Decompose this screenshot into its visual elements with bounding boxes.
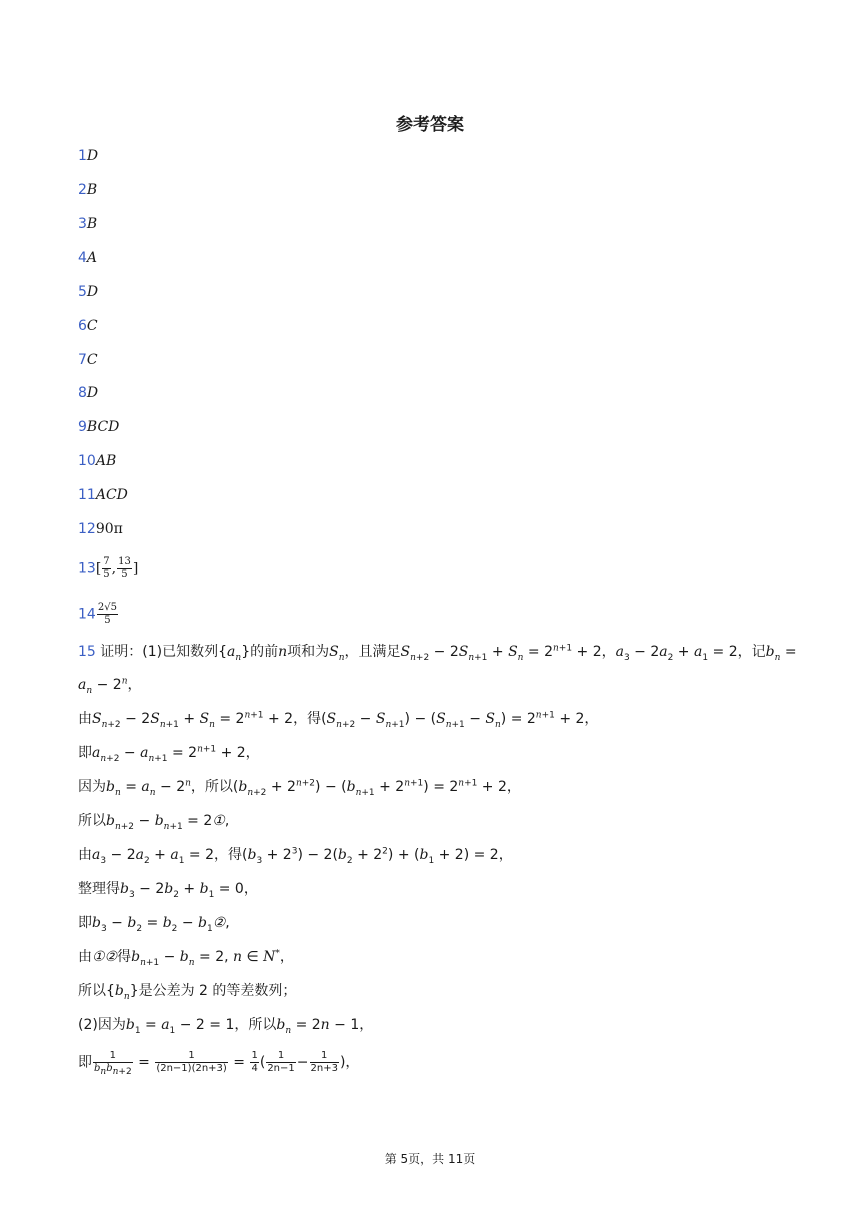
page-footer: 第 5页，共 11页 bbox=[384, 1152, 476, 1166]
answer-item bbox=[78, 485, 128, 505]
answer-item bbox=[78, 248, 97, 268]
denominator: $b_nb_{n+2}$ bbox=[94, 1063, 132, 1077]
denominator: 4 bbox=[251, 1063, 258, 1074]
denominator: 5 bbox=[117, 568, 132, 581]
comma: , bbox=[111, 560, 117, 577]
numerator: 2√5 bbox=[97, 602, 117, 613]
question-number: 1 bbox=[78, 148, 87, 164]
q15-line-4: 即$a_{n+2} - a_{n+1} = 2^{n+1} + 2$， bbox=[78, 744, 260, 764]
denominator: (2n−1)(2n+3) bbox=[156, 1063, 227, 1074]
q15-line-13 bbox=[78, 1050, 359, 1075]
page-title: 参考答案 bbox=[396, 115, 464, 135]
text: 即 bbox=[78, 1054, 92, 1071]
paren-open: ( bbox=[259, 1054, 266, 1071]
answer-item bbox=[78, 556, 138, 581]
answer-item bbox=[78, 519, 123, 539]
fraction bbox=[310, 1050, 339, 1075]
question-number: 11 bbox=[78, 487, 96, 503]
q15-line1-text: 证明：(1)已知数列$\{a_n\}$的前n项和为$S_n$，且满足$S_{n+2} - 2S_{n+1} + S_n = 2^{n+1} + 2$，$a_3 - 2a_2 + a_1 = 2$，记$b_n$ = bbox=[100, 643, 797, 663]
q15-line-3: 由$S_{n+2} - 2S_{n+1} + S_n = 2^{n+1} + 2$，得$(S_{n+2} - S_{n+1}) - (S_{n+1} - S_n) = 2^{n+1} + 2$， bbox=[78, 710, 599, 730]
answer-item bbox=[78, 451, 116, 471]
q15-line-6: 所以$b_{n+2} - b_{n+1}$ = 2①, bbox=[78, 813, 230, 832]
minus: − bbox=[296, 1054, 309, 1071]
answer-item bbox=[78, 602, 119, 627]
question-number: 13 bbox=[78, 560, 96, 577]
fraction bbox=[93, 1050, 133, 1075]
denominator: 2n−1 bbox=[267, 1063, 295, 1074]
denominator: 5 bbox=[97, 614, 118, 627]
fraction bbox=[97, 602, 118, 627]
q15-line-10: 由①②得$b_{n+1} - b_n = 2$, n ∈ N*， bbox=[78, 948, 294, 968]
interval-open: [ bbox=[95, 560, 102, 577]
q15-line-1 bbox=[78, 642, 797, 662]
question-number: 14 bbox=[78, 606, 96, 623]
answer-value: ACD bbox=[95, 487, 128, 503]
answer-item bbox=[78, 146, 98, 166]
question-number: 2 bbox=[78, 182, 87, 198]
numerator: 7 bbox=[103, 556, 110, 567]
q15-line-8: 整理得$b_3 - 2b_2 + b_1 = 0$， bbox=[78, 881, 258, 900]
answer-value: C bbox=[86, 352, 98, 368]
answer-item bbox=[78, 350, 98, 370]
fraction bbox=[155, 1050, 228, 1075]
answer-item bbox=[78, 316, 98, 336]
equals: = bbox=[233, 1054, 246, 1071]
answer-value: B bbox=[86, 216, 98, 232]
q15-line-5: 因为$b_n = a_n - 2^n$，所以$(b_{n+2} + 2^{n+2}) - (b_{n+1} + 2^{n+1}) = 2^{n+1} + 2$， bbox=[78, 778, 521, 798]
q15-line-9: 即$b_3 - b_2 = b_2$ − $b_1②$, bbox=[78, 915, 230, 934]
answer-item bbox=[78, 180, 97, 200]
answer-value: D bbox=[86, 148, 99, 164]
answer-item bbox=[78, 282, 98, 302]
paren-close: )， bbox=[339, 1054, 360, 1071]
q15-line-7: 由$a_3 - 2a_2 + a_1 = 2$，得$(b_3 + 2^3) - 2(b_2 + 2^2) + (b_1 + 2) = 2$， bbox=[78, 846, 513, 866]
answer-item bbox=[78, 383, 98, 403]
question-number: 9 bbox=[78, 419, 87, 435]
answer-item bbox=[78, 214, 97, 234]
answer-value: B bbox=[86, 182, 98, 198]
interval-close: ] bbox=[132, 560, 139, 577]
answer-item bbox=[78, 417, 119, 437]
numerator: 13 bbox=[118, 556, 131, 567]
denominator: 2n+3 bbox=[310, 1063, 338, 1074]
q15-line-12: (2)因为$b_1 = a_1 - 2 = 1$，所以$b_n = 2n - 1$， bbox=[78, 1017, 374, 1036]
question-number: 4 bbox=[78, 250, 87, 266]
fraction bbox=[250, 1050, 258, 1075]
numerator: 1 bbox=[251, 1050, 258, 1061]
question-number: 15 bbox=[78, 644, 96, 660]
equals: = bbox=[138, 1054, 150, 1071]
answer-value: A bbox=[86, 250, 98, 266]
answer-value: 90π bbox=[95, 521, 123, 537]
answer-value: AB bbox=[95, 453, 117, 469]
fraction bbox=[266, 1050, 295, 1075]
numerator: 1 bbox=[321, 1050, 328, 1061]
fraction bbox=[102, 556, 110, 581]
answer-value: D bbox=[86, 385, 99, 401]
question-number: 5 bbox=[78, 284, 87, 300]
denominator: 5 bbox=[103, 569, 110, 580]
answer-value: BCD bbox=[86, 419, 120, 435]
q15-line-11: 所以$\{b_n\}$是公差为 2 的等差数列； bbox=[78, 983, 297, 1002]
numerator: 1 bbox=[109, 1050, 117, 1061]
question-number: 7 bbox=[78, 352, 87, 368]
question-number: 6 bbox=[78, 318, 87, 334]
question-number: 8 bbox=[78, 385, 87, 401]
answer-value: D bbox=[86, 284, 99, 300]
question-number: 3 bbox=[78, 216, 87, 232]
q15-line-2: $a_n - 2^n$， bbox=[78, 676, 142, 696]
answer-value: C bbox=[86, 318, 98, 334]
fraction bbox=[117, 556, 132, 581]
numerator: 1 bbox=[188, 1050, 195, 1061]
numerator: 1 bbox=[277, 1050, 285, 1061]
question-number: 10 bbox=[78, 453, 96, 469]
question-number: 12 bbox=[78, 521, 96, 537]
